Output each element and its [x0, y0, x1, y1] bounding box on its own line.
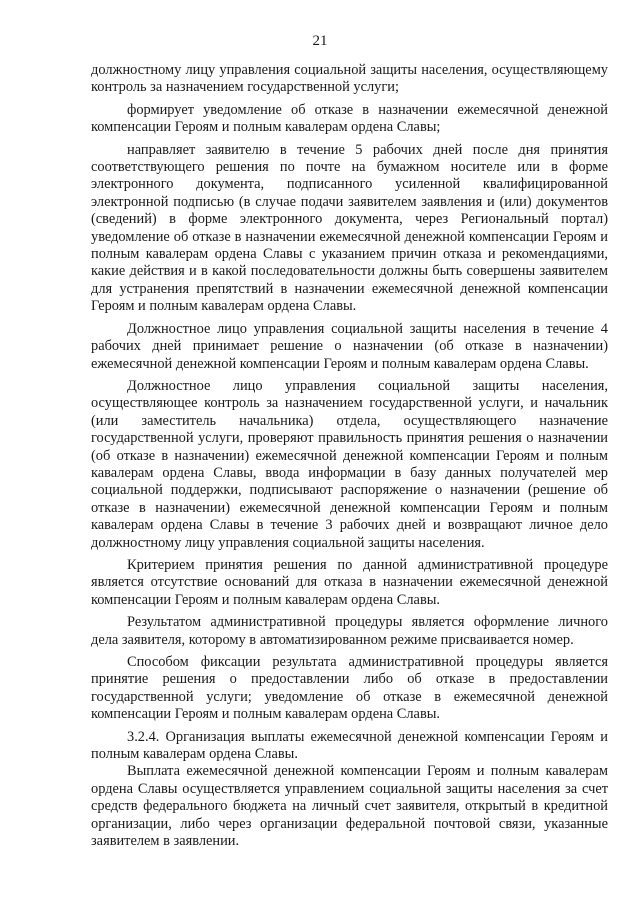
paragraph-6: Критерием принятия решения по данной административной процедуре является отсутствие оснований для отказа в назначении ежемесячной денежной компенсации Героям и полным кавалерам ордена Славы.	[91, 556, 608, 608]
paragraph-2: формирует уведомление об отказе в назначении ежемесячной денежной компенсации Героям и полным кавалерам ордена Славы;	[91, 101, 608, 136]
paragraph-10: Выплата ежемесячной денежной компенсации Героям и полным кавалерам ордена Славы осуществляется управлением социальной защиты населения за счет средств федерального бюджета на личный счет заявителя, открытый в кредитной организации, либо через организации федеральной почтовой связи, указанные заявителем в заявлении.	[91, 763, 608, 850]
page-number: 21	[312, 33, 328, 49]
section-heading-3-2-4: 3.2.4. Организация выплаты ежемесячной денежной компенсации Героям и полным кавалерам ордена Славы.	[91, 728, 608, 763]
paragraph-4: Должностное лицо управления социальной защиты населения в течение 4 рабочих дней принимает решение о назначении (об отказе в назначении) ежемесячной денежной компенсации Героям и полным кавалерам ордена Славы.	[91, 320, 608, 372]
paragraph-8: Способом фиксации результата административной процедуры является принятие решения о предоставлении либо об отказе в предоставлении государственной услуги; уведомление об отказе в ежемесячной денежной компенсации Героям и полным кавалерам ордена Славы.	[91, 654, 608, 723]
paragraph-3: направляет заявителю в течение 5 рабочих дней после дня принятия соответствующего решения по почте на бумажном носителе или в форме электронного документа, подписанного усиленной квалифицированной электронной подписью (в случае подачи заявителем заявления и (или) документов (сведений) в форме электронного документа, через Региональный портал) уведомление об отказе в назначении ежемесячной денежной компенсации Героям и полным кавалерам ордена Славы с указанием причин отказа и рекомендациями, какие действия и в какой последовательности должны быть совершены заявителем для устранения препятствий в назначении ежемесячной денежной компенсации Героям и полным кавалерам ордена Славы.	[91, 141, 608, 315]
paragraph-1: должностному лицу управления социальной защиты населения, осуществляющему контроль за назначением государственной услуги;	[91, 62, 608, 96]
paragraph-7: Результатом административной процедуры является оформление личного дела заявителя, которому в автоматизированном режиме присваивается номер.	[91, 614, 608, 648]
document-body	[91, 62, 608, 855]
paragraph-5: Должностное лицо управления социальной защиты населения, осуществляющее контроль за назначением государственной услуги, и начальник (или заместитель начальника) отдела, осуществляющего назначение государственной услуги, проверяют правильность принятия решения о назначении (об отказе в назначении) ежемесячной денежной компенсации Героям и полным кавалерам ордена Славы, ввода информации в базу данных получателей мер социальной поддержки, подписывают распоряжение о назначении (решение об отказе в назначении) ежемесячной денежной компенсации Героям и полным кавалерам ордена Славы в течение 3 рабочих дней и возвращают личное дело должностному лицу управления социальной защиты населения.	[91, 377, 608, 551]
